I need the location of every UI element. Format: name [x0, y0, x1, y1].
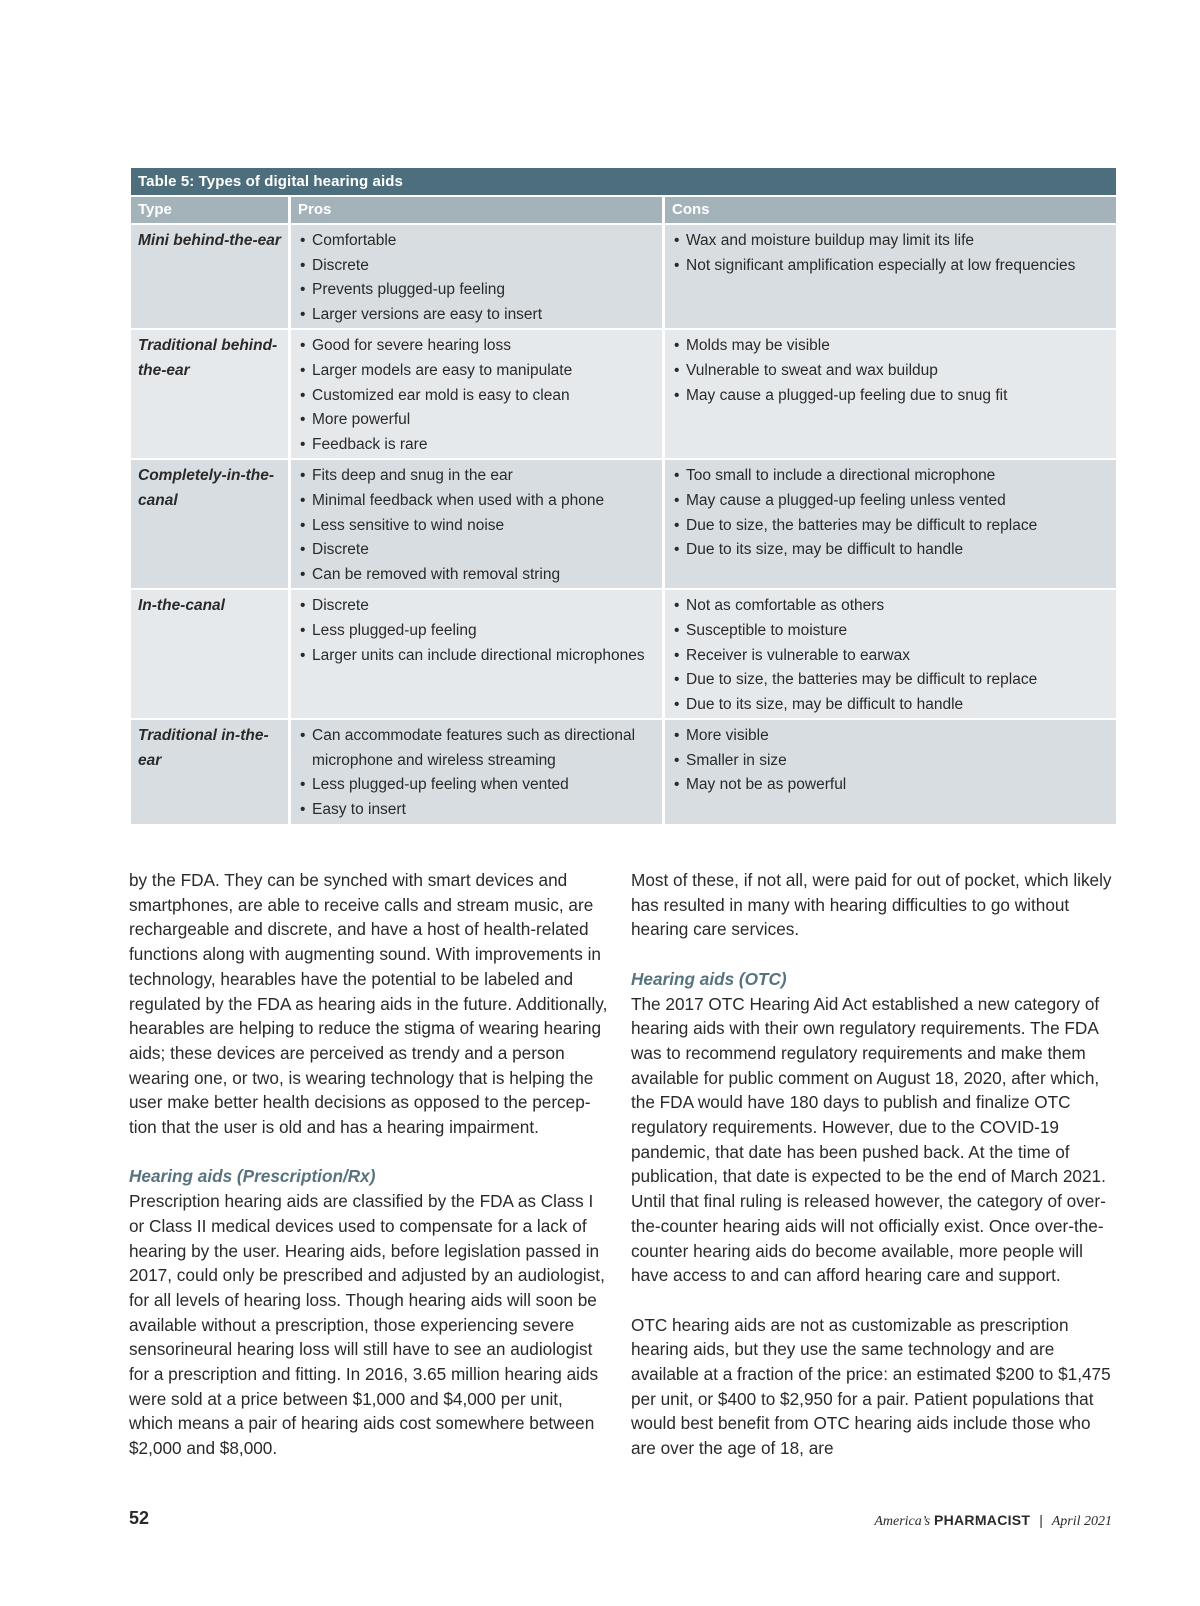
cons-cell — [665, 460, 1116, 588]
table-title: Table 5: Types of digital hearing aids — [131, 168, 1116, 195]
body-paragraph: OTC hearing aids are not as customizable as prescription hearing aids, but they use the same technology and are available at a fraction of the price: an estimated $200 to $1,475 per unit, or $400 to $2,950 for a pair. Patient populations that would best benefit from OTC hearing aids include those who are over the age of 18, are — [631, 1314, 1111, 1459]
pros-item: • Discrete — [298, 254, 655, 279]
paragraph-spacer — [631, 1288, 1116, 1313]
pros-cell — [291, 225, 662, 328]
cons-item: • Molds may be visible — [672, 334, 1109, 359]
cons-item: • May cause a plugged-up feeling unless vented — [672, 489, 1109, 514]
pros-item: • Less plugged-up feeling when vented — [298, 773, 655, 798]
issue-date: April 2021 — [1051, 1514, 1112, 1529]
body-paragraph: The 2017 OTC Hearing Aid Act established a new category of hearing aids with their own regulatory requirements. The FDA was to recommend regulatory requirements and make them available for public comment on August 18, 2020, after which, the FDA would have 180 days to publish and finalize OTC regulatory requirements. However, due to the COVID-19 pandemic, that date has been pushed back. At the time of publication, that date is expected to be the end of March 2021. Until that final ruling is released however, the category of over-the-counter hearing aids will not officially exist. Once over-the-counter hearing aids do become available, more people will have access to and can afford hearing care and support. — [631, 993, 1106, 1286]
cons-cell — [665, 590, 1116, 718]
cons-item: • Due to its size, may be difficult to handle — [672, 693, 1109, 718]
column-header-cons: Cons — [665, 197, 1116, 223]
pros-item: • Larger versions are easy to insert — [298, 303, 655, 328]
type-cell: Traditional behind-the-ear — [131, 330, 288, 458]
cons-item: • May not be as powerful — [672, 773, 1109, 798]
cons-item: • Due to its size, may be difficult to handle — [672, 538, 1109, 563]
left-text-column — [129, 868, 609, 1461]
type-cell: Mini behind-the-ear — [131, 225, 288, 328]
column-header-pros: Pros — [291, 197, 662, 223]
cons-item: • Due to size, the batteries may be difficult to replace — [672, 514, 1109, 539]
cons-item: • Too small to include a directional microphone — [672, 464, 1109, 489]
table-row — [131, 720, 1116, 823]
cons-item: • Not as comfortable as others — [672, 594, 1109, 619]
cons-item: • Not significant amplification especially at low frequencies — [672, 254, 1109, 279]
table-row — [131, 460, 1116, 588]
page-number: 52 — [129, 1508, 150, 1528]
paragraph-spacer — [631, 942, 1116, 967]
pros-item: • Larger units can include directional microphones — [298, 644, 655, 669]
type-cell: Traditional in-the-ear — [131, 720, 288, 823]
cons-item: • Smaller in size — [672, 749, 1109, 774]
section-heading-otc: Hearing aids (OTC) — [631, 968, 787, 989]
body-paragraph: by the FDA. They can be synched with smart devices and smartphones, are able to receive calls and stream music, are rechargeable and discrete, and have a host of health-related functions along with augmenting sound. With improvements in technology, hearables have the potential to be labeled and regulated by the FDA as hearing aids in the future. Additionally, hearables are helping to reduce the stigma of wearing hearing aids; these devices are perceived as trendy and a person wearing one, or two, is wearing technology that is helping the user make better health decisions as opposed to the perception that the user is old and has a hearing impairment. — [129, 870, 608, 1138]
pros-item: • Larger models are easy to manipulate — [298, 359, 655, 384]
pros-item: • Feedback is rare — [298, 433, 655, 458]
pros-item: • Discrete — [298, 594, 655, 619]
pros-item: • Prevents plugged-up feeling — [298, 278, 655, 303]
cons-item: • Susceptible to moisture — [672, 619, 1109, 644]
pros-item: • Good for severe hearing loss — [298, 334, 655, 359]
magazine-name-prefix: America’s — [874, 1514, 931, 1529]
right-text-column — [631, 868, 1116, 1461]
cons-item: • Vulnerable to sweat and wax buildup — [672, 359, 1109, 384]
pros-item: • Discrete — [298, 538, 655, 563]
pros-item: • Less plugged-up feeling — [298, 619, 655, 644]
type-cell: In-the-canal — [131, 590, 288, 718]
section-heading-rx: Hearing aids (Prescription/Rx) — [129, 1166, 376, 1187]
hearing-aids-table — [131, 168, 1116, 826]
cons-item: • Receiver is vulnerable to earwax — [672, 644, 1109, 669]
pros-cell — [291, 330, 662, 458]
pros-cell — [291, 460, 662, 588]
body-paragraph: Prescription hearing aids are classified by the FDA as Class I or Class II medical devices used to compensate for a lack of hearing by the user. Hearing aids, before legislation passed in 2017, could only be prescribed and adjusted by an audiologist, for all levels of hearing loss. Though hearing aids will soon be available without a prescription, those experiencing severe sensorineural hearing loss will still have to see an audiologist for a prescription and fitting. In 2016, 3.65 million hearing aids were sold at a price between $1,000 and $4,000 per unit, which means a pair of hearing aids cost somewhere between $2,000 and $8,000. — [129, 1191, 605, 1459]
footer-separator: | — [1039, 1512, 1043, 1528]
pros-cell — [291, 720, 662, 823]
cons-cell — [665, 720, 1116, 823]
table-grid — [128, 195, 1119, 826]
table-row — [131, 330, 1116, 458]
cons-cell — [665, 330, 1116, 458]
paragraph-spacer — [129, 1140, 609, 1165]
column-header-type: Type — [131, 197, 288, 223]
body-paragraph: Most of these, if not all, were paid for out of pocket, which likely has resulted in many with hearing difficulties to go without hearing care services. — [631, 870, 1112, 940]
cons-item: • More visible — [672, 724, 1109, 749]
pros-item: • Fits deep and snug in the ear — [298, 464, 655, 489]
cons-item: • Due to size, the batteries may be difficult to replace — [672, 668, 1109, 693]
table-row — [131, 225, 1116, 328]
pros-item: • Minimal feedback when used with a phone — [298, 489, 655, 514]
pros-item: • Can accommodate features such as directional microphone and wireless streaming — [298, 724, 655, 773]
table-header-row — [131, 197, 1116, 223]
cons-cell — [665, 225, 1116, 328]
table-row — [131, 590, 1116, 718]
magazine-name: PHARMACIST — [933, 1512, 1031, 1528]
pros-item: • Easy to insert — [298, 798, 655, 823]
running-footer — [874, 1512, 1112, 1530]
pros-item: • More powerful — [298, 408, 655, 433]
cons-item: • Wax and moisture buildup may limit its life — [672, 229, 1109, 254]
pros-item: • Customized ear mold is easy to clean — [298, 384, 655, 409]
cons-item: • May cause a plugged-up feeling due to snug fit — [672, 384, 1109, 409]
pros-item: • Can be removed with removal string — [298, 563, 655, 588]
type-cell: Completely-in-the-canal — [131, 460, 288, 588]
pros-cell — [291, 590, 662, 718]
pros-item: • Comfortable — [298, 229, 655, 254]
pros-item: • Less sensitive to wind noise — [298, 514, 655, 539]
